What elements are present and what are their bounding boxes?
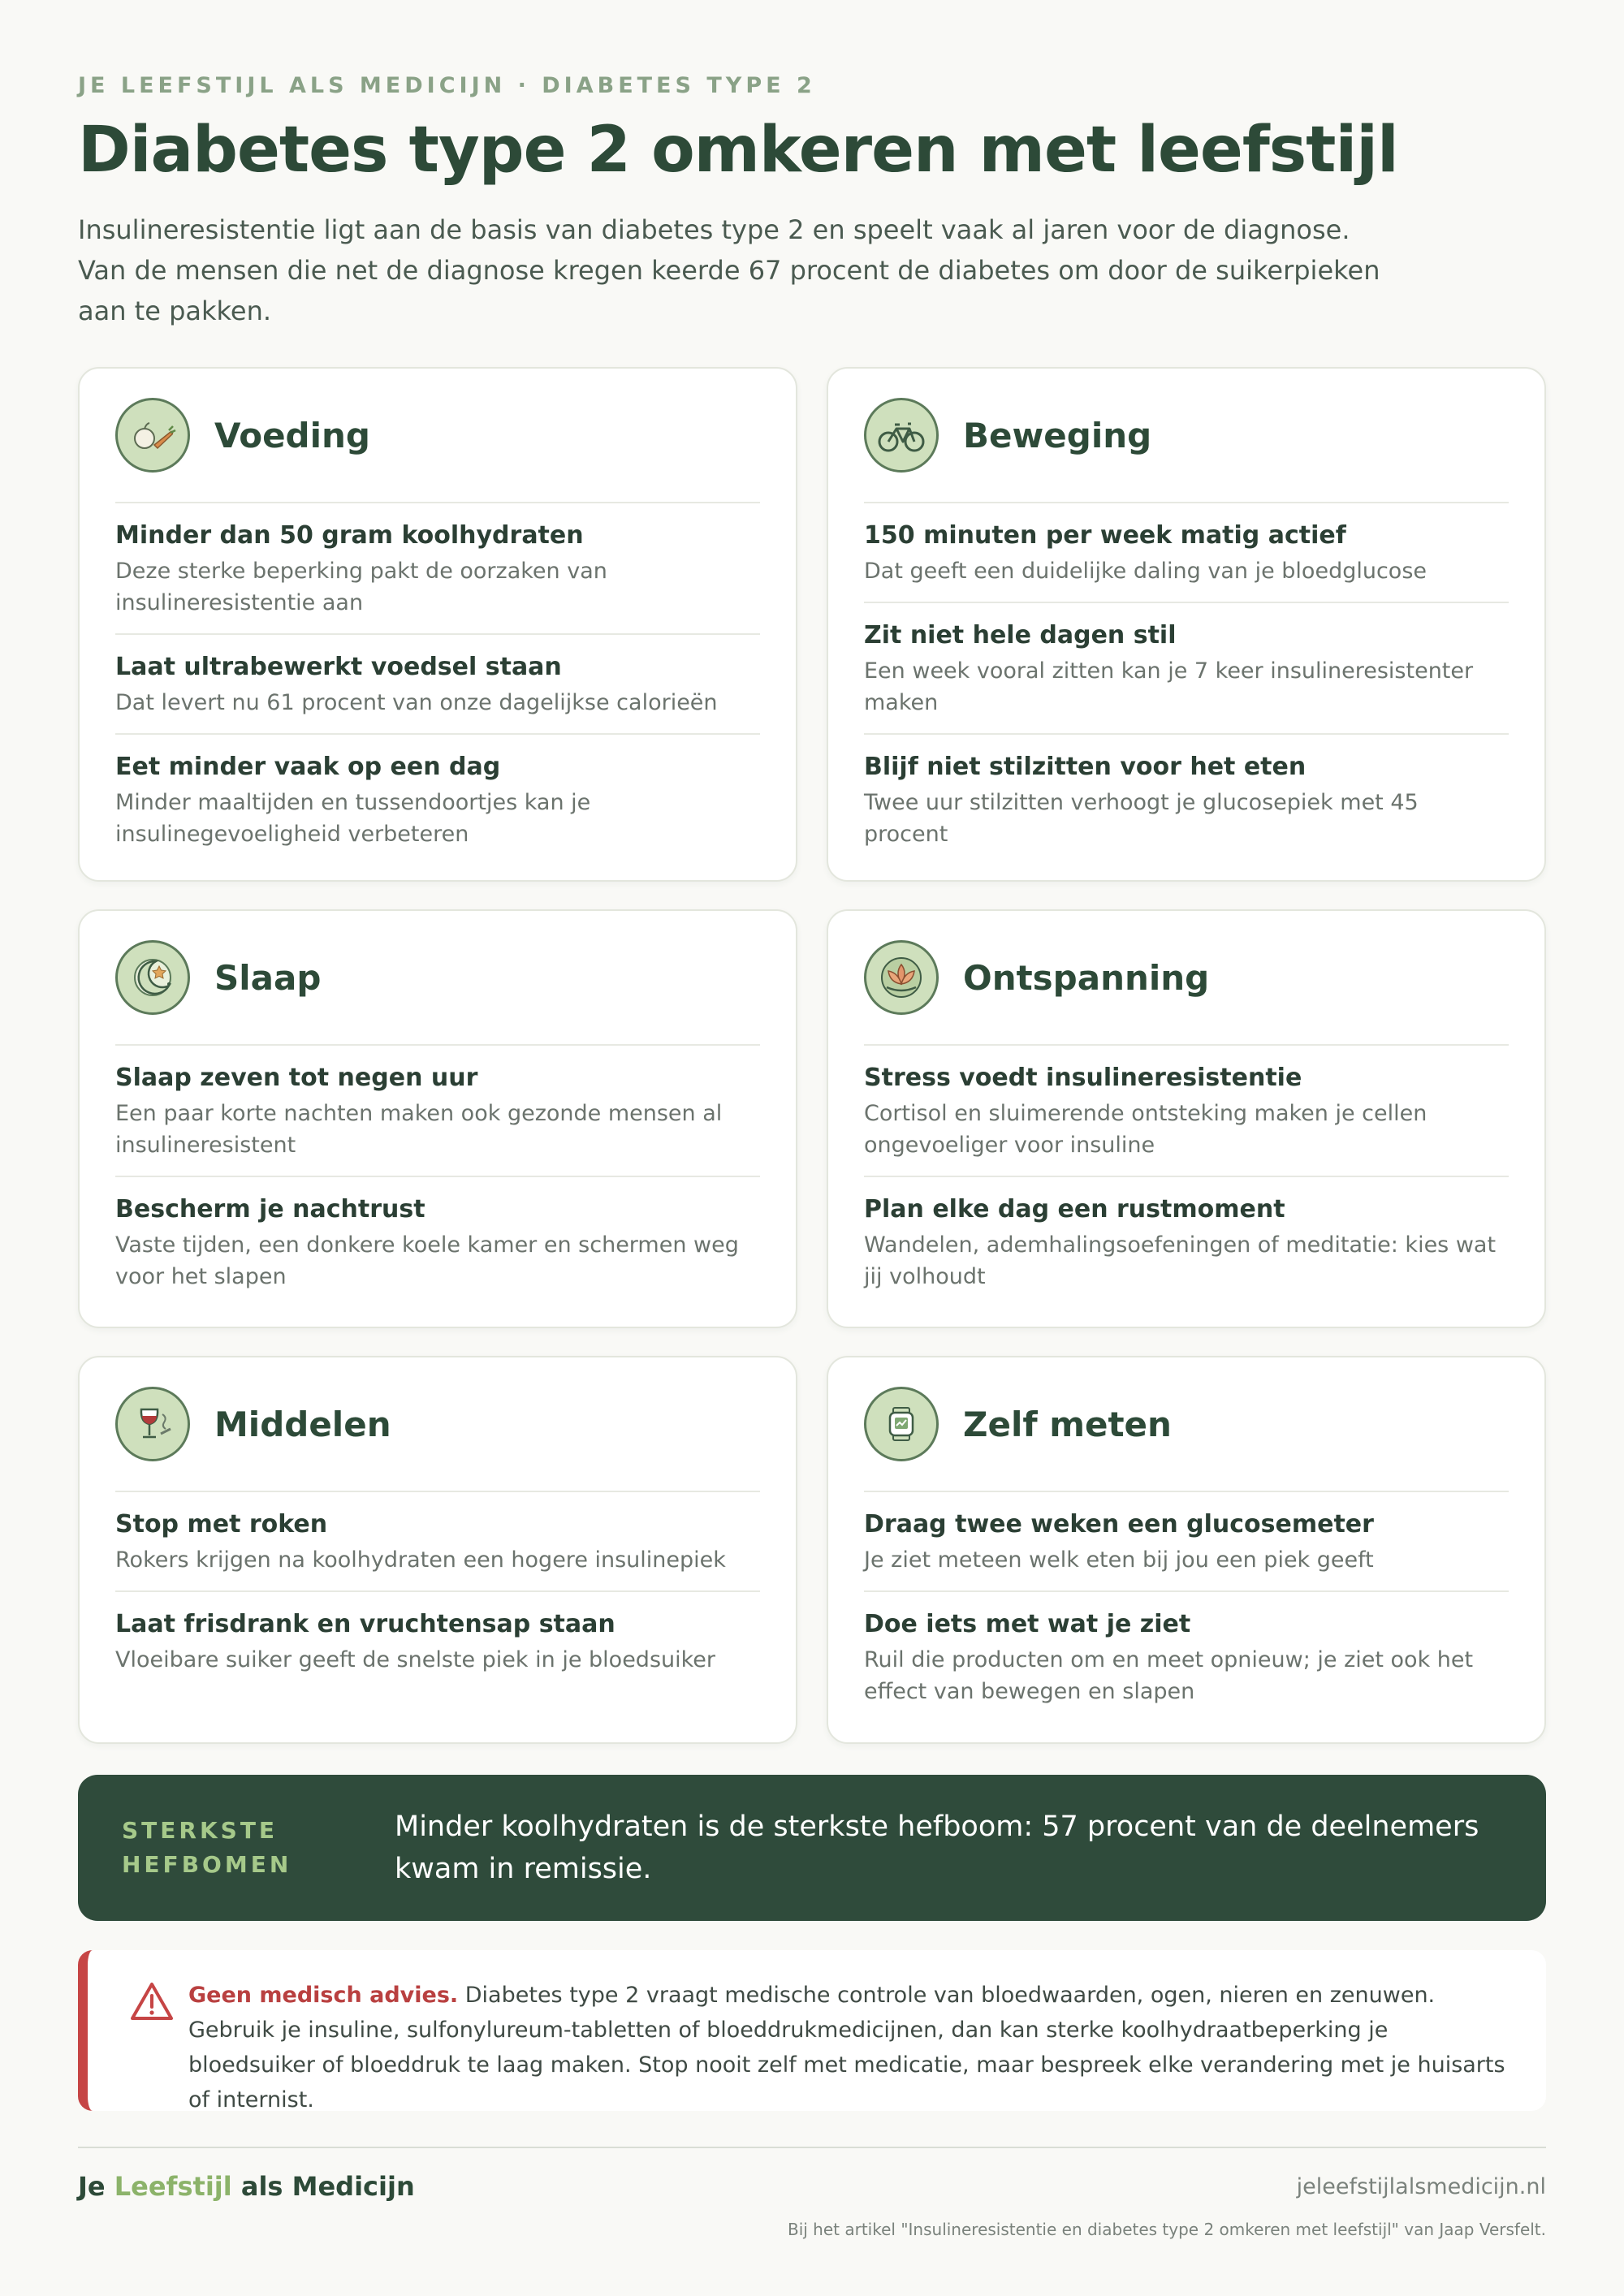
card-title: Ontspanning xyxy=(963,957,1210,998)
item-text: Je ziet meteen welk eten bij jou een piek geeft xyxy=(864,1547,1374,1573)
bicycle-icon xyxy=(864,398,939,473)
item-title: Plan elke dag een rustmoment xyxy=(864,1195,1285,1224)
website-link[interactable]: jeleefstijlalsmedicijn.nl xyxy=(1296,2174,1546,2199)
list-item xyxy=(864,735,1509,865)
callout-text: Minder koolhydraten is de sterkste hefboom: 57 procent van de deelnemers kwam in remissie. xyxy=(395,1810,1479,1885)
card-beweging xyxy=(827,367,1546,882)
item-text: Dat levert nu 61 procent van onze dagelijkse calorieën xyxy=(115,690,718,715)
card-header xyxy=(115,911,760,1046)
disclaimer-body: Diabetes type 2 vraagt medische controle van bloedwaarden, ogen, nieren en zenuwen. Gebruik je insuline, sulfonylureum-tabletten of bloeddrukmedicijnen, dan kan sterke koolhydraatbeperking je bloedsuiker of bloeddruk te laag maken. Stop nooit zelf met medicatie, maar bespreek elke verandering met je huisarts of internist. xyxy=(188,1983,1505,2113)
item-title: Blijf niet stilzitten voor het eten xyxy=(864,753,1307,781)
item-title: Draag twee weken een glucosemeter xyxy=(864,1510,1374,1539)
item-text: Wandelen, ademhalingsoefeningen of meditatie: kies wat jij volhoudt xyxy=(864,1232,1497,1289)
item-title: Minder dan 50 gram koolhydraten xyxy=(115,521,584,550)
item-title: Slaap zeven tot negen uur xyxy=(115,1064,478,1092)
article-credit: Bij het artikel "Insulineresistentie en diabetes type 2 omkeren met leefstijl" van Jaap Versfelt. xyxy=(787,2220,1546,2239)
item-text: Dat geeft een duidelijke daling van je bloedglucose xyxy=(864,559,1427,584)
moon-icon xyxy=(115,940,190,1015)
card-title: Zelf meten xyxy=(963,1404,1172,1444)
card-header xyxy=(115,1357,760,1492)
list-item xyxy=(864,603,1509,735)
card-header xyxy=(864,1357,1509,1492)
item-text: Een paar korte nachten maken ook gezonde mensen al insulineresistent xyxy=(115,1101,723,1158)
item-title: Laat frisdrank en vruchtensap staan xyxy=(115,1610,615,1638)
card-title: Middelen xyxy=(214,1404,391,1444)
food-icon xyxy=(115,398,190,473)
card-header xyxy=(115,369,760,503)
item-title: Stress voedt insulineresistentie xyxy=(864,1064,1302,1092)
list-item xyxy=(115,1492,760,1592)
item-text: Ruil die producten om en meet opnieuw; je ziet ook het effect van bewegen en slapen xyxy=(864,1647,1474,1704)
lotus-icon xyxy=(864,940,939,1015)
item-title: Doe iets met wat je ziet xyxy=(864,1610,1191,1638)
item-text: Cortisol en sluimerende ontsteking maken je cellen ongevoeliger voor insuline xyxy=(864,1101,1427,1158)
item-text: Vloeibare suiker geeft de snelste piek in je bloedsuiker xyxy=(115,1647,716,1672)
card-title: Beweging xyxy=(963,415,1152,455)
list-item xyxy=(115,1592,760,1690)
item-text: Minder maaltijden en tussendoortjes kan je insulinegevoeligheid verbeteren xyxy=(115,790,591,847)
item-title: Zit niet hele dagen stil xyxy=(864,621,1177,650)
card-middelen xyxy=(78,1356,797,1744)
list-item xyxy=(864,503,1509,603)
callout-label: STERKSTE HEFBOMEN xyxy=(122,1817,292,1878)
card-header xyxy=(864,911,1509,1046)
item-text: Deze sterke beperking pakt de oorzaken van insulineresistentie aan xyxy=(115,559,607,615)
list-item xyxy=(115,1046,760,1177)
glucose-meter-icon xyxy=(864,1387,939,1461)
item-title: 150 minuten per week matig actief xyxy=(864,521,1346,550)
list-item xyxy=(115,735,760,865)
card-zelf-meten xyxy=(827,1356,1546,1744)
page-title: Diabetes type 2 omkeren met leefstijl xyxy=(78,114,1398,187)
list-item xyxy=(115,1177,760,1307)
item-text: Een week vooral zitten kan je 7 keer insulineresistenter maken xyxy=(864,658,1474,715)
item-title: Stop met roken xyxy=(115,1510,328,1539)
wine-glass-icon xyxy=(115,1387,190,1461)
key-lever-callout xyxy=(78,1775,1546,1921)
disclaimer-text xyxy=(188,1978,1505,2117)
card-title: Slaap xyxy=(214,957,322,998)
item-title: Laat ultrabewerkt voedsel staan xyxy=(115,653,562,681)
item-text: Vaste tijden, een donkere koele kamer en schermen weg voor het slapen xyxy=(115,1232,739,1289)
brand-accent: Leefstijl xyxy=(114,2171,232,2202)
list-item xyxy=(115,503,760,635)
intro-text: Insulineresistentie ligt aan de basis van diabetes type 2 en speelt vaak al jaren voor de diagnose. Van de mensen die net de diagnose kregen keerde 67 procent de diabetes om door de suikerpieken aan te pakken. xyxy=(78,214,1380,326)
card-ontspanning xyxy=(827,909,1546,1328)
item-title: Bescherm je nachtrust xyxy=(115,1195,425,1224)
card-slaap xyxy=(78,909,797,1328)
medical-disclaimer xyxy=(78,1950,1546,2111)
list-item xyxy=(864,1177,1509,1307)
eyebrow: JE LEEFSTIJL ALS MEDICIJN · DIABETES TYPE 2 xyxy=(78,73,816,98)
card-voeding xyxy=(78,367,797,882)
list-item xyxy=(864,1592,1509,1722)
item-text: Twee uur stilzitten verhoogt je glucosepiek met 45 procent xyxy=(864,790,1419,847)
brand-prefix: Je xyxy=(78,2171,114,2202)
item-text: Rokers krijgen na koolhydraten een hogere insulinepiek xyxy=(115,1547,726,1573)
footer-divider xyxy=(78,2147,1546,2148)
disclaimer-heading: Geen medisch advies. xyxy=(188,1983,459,2008)
brand-logo xyxy=(78,2171,415,2202)
brand-suffix: als Medicijn xyxy=(231,2171,415,2202)
list-item xyxy=(864,1046,1509,1177)
card-header xyxy=(864,369,1509,503)
card-title: Voeding xyxy=(214,415,370,455)
list-item xyxy=(864,1492,1509,1592)
item-title: Eet minder vaak op een dag xyxy=(115,753,501,781)
warning-icon xyxy=(130,1981,174,2022)
list-item xyxy=(115,635,760,735)
